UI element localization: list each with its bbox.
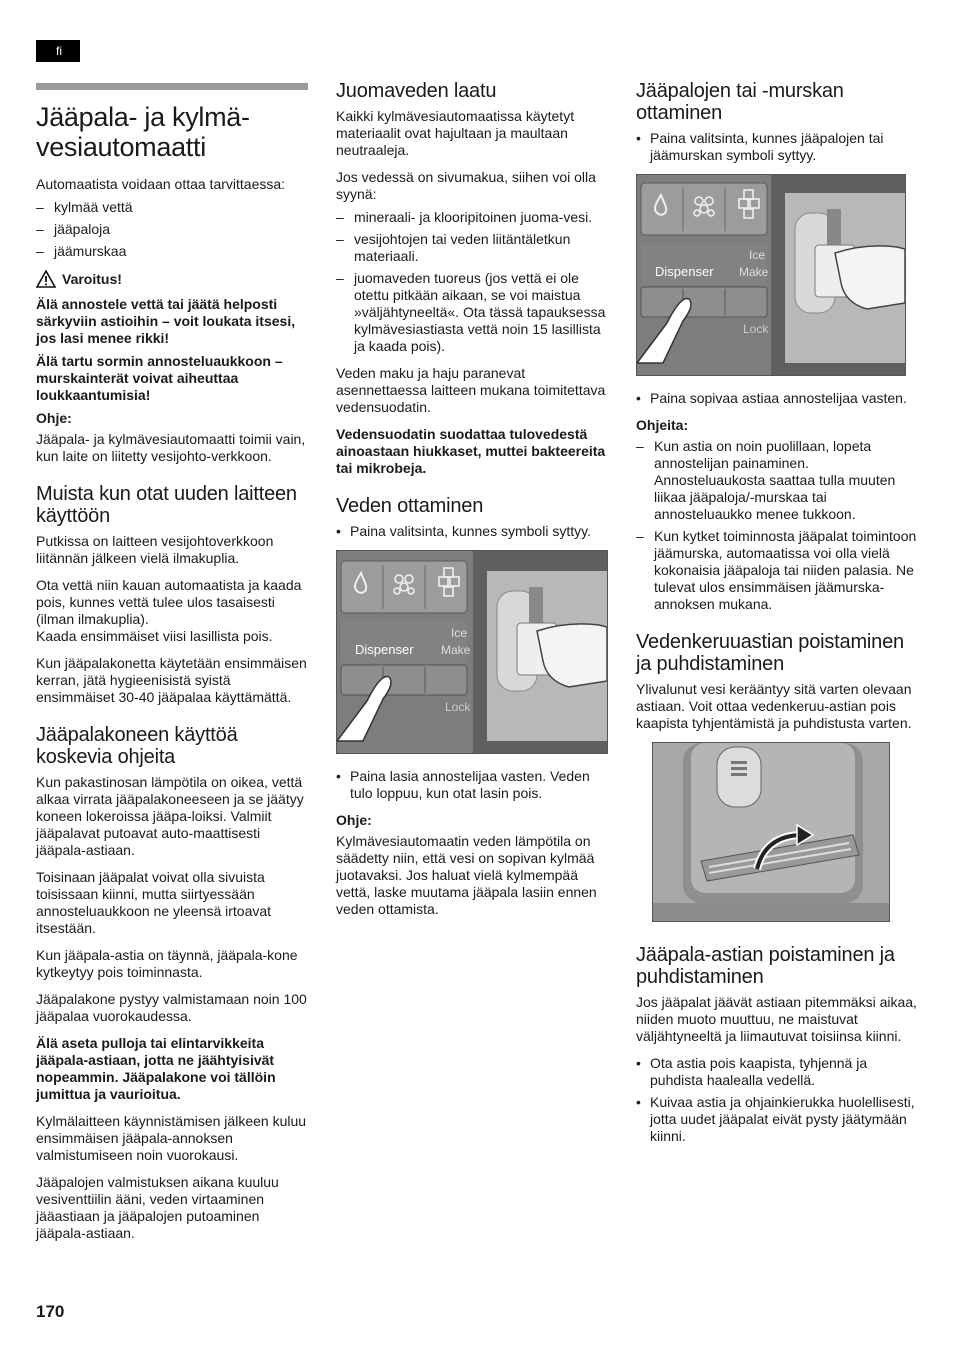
heading-icemaker: Jääpalakoneen käyttöä koskevia ohjeita	[36, 724, 238, 768]
paragraph: Kaikki kylmävesiautomaatissa käytetyt materiaalit ovat hajultaan ja maultaan neutraaleja.	[336, 108, 575, 158]
list-item: – jäämurskaa	[36, 243, 308, 260]
list-item: – vesijohtojen tai veden liitäntäletkun materiaali.	[336, 231, 608, 265]
water-steps-2	[336, 768, 608, 802]
maker-label: Make	[739, 265, 769, 279]
tips-list	[636, 438, 918, 613]
paragraph: Kun pakastinosan lämpötila on oikea, vettä alkaa virrata jääpalakoneeseen ja se jäätyy koneen lokeroissa jääpa-loiksi. Valmiit jääpalavat putoavat auto-maattisesti jääpala-astiaan.	[36, 774, 304, 858]
list-item: – kylmää vettä	[36, 199, 308, 216]
paragraph: Putkissa on laitteen vesijohtoverkkoon liitännän jälkeen vielä ilmakuplia.	[36, 533, 274, 566]
paragraph: Toisinaan jääpalat voivat olla sivuista toisissaan kiinni, mutta siirtyessään annosteluaukkoon ne yleensä irtoavat itsestään.	[36, 869, 272, 936]
paragraph: Jos jääpalat jäävät astiaan pitemmäksi aikaa, niiden muoto muuttuu, ne maistuvat väljähtyneeltä ja liimautuvat toisiinsa kiinni.	[636, 994, 917, 1044]
list-item: – jääpaloja	[36, 221, 308, 238]
paragraph: Jääpalakone pystyy valmistamaan noin 100 jääpalaa vuorokaudessa.	[36, 991, 307, 1024]
lock-label: Lock	[743, 322, 769, 336]
bold-paragraph: Älä aseta pulloja tai elintarvikkeita jääpala-astiaan, jotta ne jäähtyisivät nopeammin. Jääpalakone voi tällöin jumittua ja vaurioitua.	[36, 1035, 276, 1102]
list-item: • Paina valitsinta, kunnes symboli syttyy.	[336, 523, 608, 540]
ice-label: Ice	[749, 248, 766, 262]
intro-text: Automaatista voidaan ottaa tarvittaessa:	[36, 176, 286, 192]
ice-label: Ice	[451, 626, 468, 640]
warning-text-2: Älä tartu sormin annosteluaukkoon – murskainterät voivat aiheuttaa loukkaantumisia!	[36, 353, 283, 403]
list-item: – mineraali- ja klooripitoinen juoma-vesi.	[336, 209, 608, 226]
ice-steps-2	[636, 390, 918, 407]
list-item: – Kun astia on noin puolillaan, lopeta annostelijan painaminen. Annosteluaukosta saattaa tulla muuten liikaa jääpaloja/-murskaa tai annosteluaukko menee tukkoon.	[636, 438, 918, 523]
paragraph: Kun jääpalakonetta käytetään ensimmäisen kerran, jätä hygieenisistä syistä ensimmäiset 30-40 jääpalaa käyttämättä.	[36, 655, 307, 705]
column-2	[336, 80, 608, 928]
page-title: Jääpala- ja kylmä-vesiautomaatti	[36, 102, 250, 162]
list-item: • Paina sopivaa astiaa annostelijaa vasten.	[636, 390, 918, 407]
list-item: • Ota astia pois kaapista, tyhjennä ja puhdista haalealla vedellä.	[636, 1055, 918, 1089]
heading-drip-tray: Vedenkeruuastian poistaminen ja puhdistaminen	[636, 631, 904, 675]
page-number: 170	[36, 1302, 65, 1321]
ice-dispenser-figure	[636, 174, 906, 376]
drip-tray-figure	[652, 742, 890, 922]
quality-list	[336, 209, 608, 355]
water-dispenser-figure	[336, 550, 608, 754]
heading-taking-ice: Jääpalojen tai -murskan ottaminen	[636, 80, 844, 124]
maker-label: Make	[441, 643, 471, 657]
list-item: • Paina lasia annostelijaa vasten. Veden tulo loppuu, kun otat lasin pois.	[336, 768, 608, 802]
warning-text-1: Älä annostele vettä tai jäätä helposti särkyviin astioihin – voit loukata itsesi, jos lasi menee rikki!	[36, 296, 296, 346]
language-tab: fi	[36, 40, 80, 62]
paragraph: Kun jääpala-astia on täynnä, jääpala-kone kytkeytyy pois toiminnasta.	[36, 947, 298, 980]
paragraph: Ylivalunut vesi kerääntyy sitä varten olevaan astiaan. Voit ottaa vedenkeruu-astian pois kaapista tyhjentämistä ja puhdistusta varten.	[636, 681, 912, 731]
list-item: – Kun kytket toiminnosta jääpalat toimintoon jäämurska, automaatissa voi olla vielä kokonaisia jääpaloja tai niiden palasia. Ne tulevat ulos ensimmäisen jäämurska-annoksen mukana.	[636, 528, 918, 613]
column-3	[636, 80, 918, 1155]
heading-water-quality: Juomaveden laatu	[336, 80, 497, 102]
note-text: Kylmävesiautomaatin veden lämpötila on säädetty niin, että vesi on sopivan kylmää juotavaksi. Jos haluat vielä kylmempää vettä, laske muutama jääpala lasiin ennen veden ottamista.	[336, 833, 597, 917]
paragraph: Ota vettä niin kauan automaatista ja kaada pois, kunnes vettä tulee ulos tasaisesti (ilman ilmakuplia). Kaada ensimmäiset viisi lasillista pois.	[36, 577, 302, 644]
lock-label: Lock	[445, 700, 471, 714]
bin-steps	[636, 1055, 918, 1145]
paragraph: Jääpalojen valmistuksen aikana kuuluu vesiventtiilin ääni, veden virtaaminen jääastiaan ja jääpalojen putoaminen jääpala-astiaan.	[36, 1174, 279, 1241]
column-1	[36, 80, 308, 1252]
note-label: Ohje:	[336, 812, 372, 828]
warning-heading	[36, 270, 308, 288]
tips-label: Ohjeita:	[636, 417, 689, 433]
list-item: – juomaveden tuoreus (jos vettä ei ole otettu pitkään aikaan, se voi maistua »väljähtyneeltä«. Ota tässä tapauksessa kylmävesiastiasta vettä noin 15 lasillista ja kaada pois).	[336, 270, 608, 355]
dispenser-label: Dispenser	[355, 642, 414, 657]
paragraph: Kylmälaitteen käynnistämisen jälkeen kuluu ensimmäisen jääpala-annoksen valmistumiseen noin vuorokausi.	[36, 1113, 307, 1163]
note-text: Jääpala- ja kylmävesiautomaatti toimii vain, kun laite on liitetty vesijohto-verkkoon.	[36, 431, 306, 464]
heading-remember: Muista kun otat uuden laitteen käyttöön	[36, 483, 297, 527]
list-item: • Kuivaa astia ja ohjainkierukka huolellisesti, jotta uudet jääpalat eivät pysty jäätymään kiinni.	[636, 1094, 918, 1145]
warning-label: Varoitus!	[62, 271, 122, 287]
paragraph: Veden maku ja haju paranevat asennettaessa laitteen mukana toimitettava vedensuodatin.	[336, 365, 606, 415]
dispenser-label: Dispenser	[655, 264, 714, 279]
heading-ice-bin: Jääpala-astian poistaminen ja puhdistaminen	[636, 944, 895, 988]
note-label: Ohje:	[36, 410, 72, 426]
intro-list	[36, 199, 308, 260]
water-steps-1	[336, 523, 608, 540]
bold-paragraph: Vedensuodatin suodattaa tulovedestä ainoastaan hiukkaset, muttei bakteereita tai mikrobeja.	[336, 426, 606, 476]
paragraph: Jos vedessä on sivumakua, siihen voi olla syynä:	[336, 169, 596, 202]
warning-triangle-icon	[36, 270, 56, 288]
ice-steps-1	[636, 130, 918, 164]
list-item: • Paina valitsinta, kunnes jääpalojen tai jäämurskan symboli syttyy.	[636, 130, 918, 164]
heading-taking-water: Veden ottaminen	[336, 495, 484, 517]
